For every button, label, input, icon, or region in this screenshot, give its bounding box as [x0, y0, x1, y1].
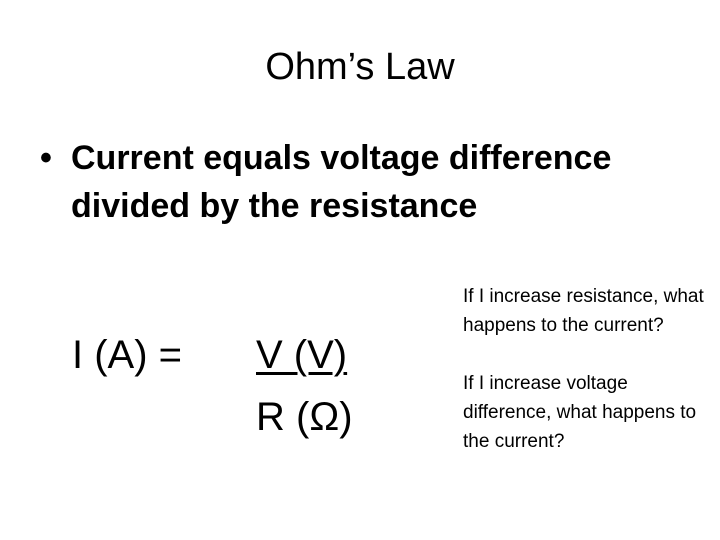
formula-current-side: I (A) = — [72, 333, 183, 377]
formula-denominator: R (Ω) — [256, 395, 353, 439]
slide-title: Ohm’s Law — [265, 46, 455, 88]
question-resistance: If I increase resistance, what happens to the current? — [463, 286, 704, 336]
question-voltage: If I increase voltage difference, what happens to the current? — [463, 373, 697, 452]
formula-numerator: V (V) — [256, 333, 348, 377]
bullet-icon: • — [40, 139, 52, 177]
bullet-text: Current equals voltage difference divided by the resistance — [71, 139, 612, 225]
ohms-law-formula — [72, 330, 392, 450]
question-list — [463, 282, 713, 485]
